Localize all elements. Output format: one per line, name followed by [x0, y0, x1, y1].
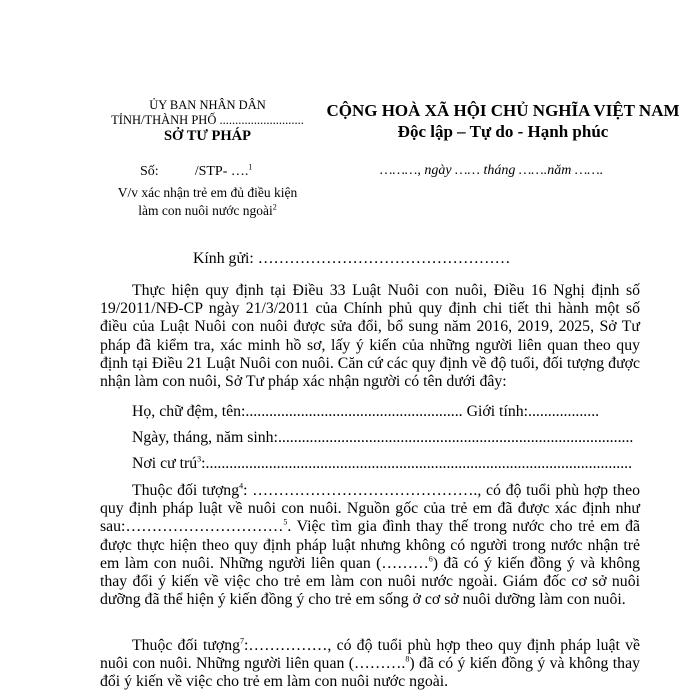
footnote-ref-3: 3: [197, 454, 202, 464]
date-line: ………, ngày …… tháng …….năm …….: [380, 163, 604, 178]
intro-paragraph: Thực hiện quy định tại Điều 33 Luật Nuôi con nuôi, Điều 16 Nghị định số 19/2011/NĐ-CP ngày 21/3/2011 của Chính phủ quy định chi tiết thi hành một số điều của Luật Nuôi con nuôi được sửa đổi, bổ sung năm 2016, 2019, 2025, Sở Tư pháp đã kiểm tra, xác minh hồ sơ, lấy ý kiến của những người liên quan theo quy định tại Điều 21 Luật Nuôi con nuôi. Căn cứ các quy định về độ tuổi, đối tượng được nhận làm con nuôi, Sở Tư pháp xác nhận người có tên dưới đây:: [100, 282, 640, 391]
footnote-ref-7: 7: [240, 636, 245, 646]
case-1-text-a: Thuộc đối tượng: [132, 482, 240, 499]
document-number: [140, 164, 252, 180]
case-1-paragraph: [100, 482, 640, 609]
document-subject: [100, 184, 315, 220]
case-1-text-d: ) đã có ý kiến đồng ý và không thay đổi ý kiến về việc cho trẻ em làm con nuôi nước ngoài. Giám đốc cơ sở nuôi dưỡng đã thể hiện ý kiến đồng ý cho trẻ em sống ở cơ sở nuôi dưỡng làm con nuôi.: [100, 554, 640, 609]
field-residence: [132, 455, 632, 473]
field-full-name: Họ, chữ đệm, tên:....................................................... Giới tính:..................: [132, 403, 600, 420]
footnote-ref-5: 5: [283, 518, 288, 528]
national-title-block: [318, 100, 688, 142]
field-date-of-birth: Ngày, tháng, năm sinh:..........................................................................................: [132, 429, 634, 446]
footnote-ref-4: 4: [239, 481, 244, 491]
residence-dots: :............................................................................................................: [201, 455, 633, 472]
agency-province: TỈNH/THÀNH PHỐ ...........................: [111, 113, 304, 127]
footnote-ref-6: 6: [428, 554, 433, 564]
recipient-line: Kính gửi: …………………………………………: [193, 250, 511, 267]
case-1-text-c: . Việc tìm gia đình thay thế trong nước cho trẻ em đã được thực hiện theo quy định pháp luật nhưng không có người trong nước nhận trẻ em làm con nuôi. Những người liên quan (………: [100, 518, 640, 572]
nation-name: CỘNG HOÀ XÃ HỘI CHỦ NGHĨA VIỆT NAM: [326, 101, 680, 120]
number-code: /STP- ….: [194, 164, 249, 179]
case-1-text-b: : ……………………………………., có độ tuổi phù hợp theo quy định pháp luật về nuôi con nuôi. Nguồn gốc của trẻ em đã được xác định như sau:…………………………: [100, 482, 640, 536]
number-label: Số:: [140, 164, 159, 179]
footnote-ref-1: 1: [248, 162, 253, 172]
case-2-paragraph: [100, 637, 640, 692]
footnote-ref-2: 2: [272, 202, 277, 212]
case-2-text-b: :……………, có độ tuổi phù hợp theo quy định pháp luật về nuôi con nuôi. Những người liên quan (……….: [100, 637, 640, 673]
subject-line-2: làm con nuôi nước ngoài: [138, 203, 273, 218]
national-motto: Độc lập – Tự do - Hạnh phúc: [397, 122, 609, 141]
residence-label: Nơi cư trú: [132, 455, 198, 472]
case-2-text-c: ) đã có ý kiến đồng ý và không thay đổi ý kiến về việc cho trẻ em làm con nuôi nước ngoài.: [100, 655, 640, 691]
agency-name: ỦY BAN NHÂN DÂN: [149, 98, 266, 112]
issuing-agency-block: [100, 98, 315, 145]
footnote-ref-8: 8: [405, 654, 410, 664]
subject-line-1: V/v xác nhận trẻ em đủ điều kiện: [117, 185, 298, 200]
department-name: SỞ TƯ PHÁP: [163, 128, 251, 144]
case-2-text-a: Thuộc đối tượng: [132, 637, 241, 654]
